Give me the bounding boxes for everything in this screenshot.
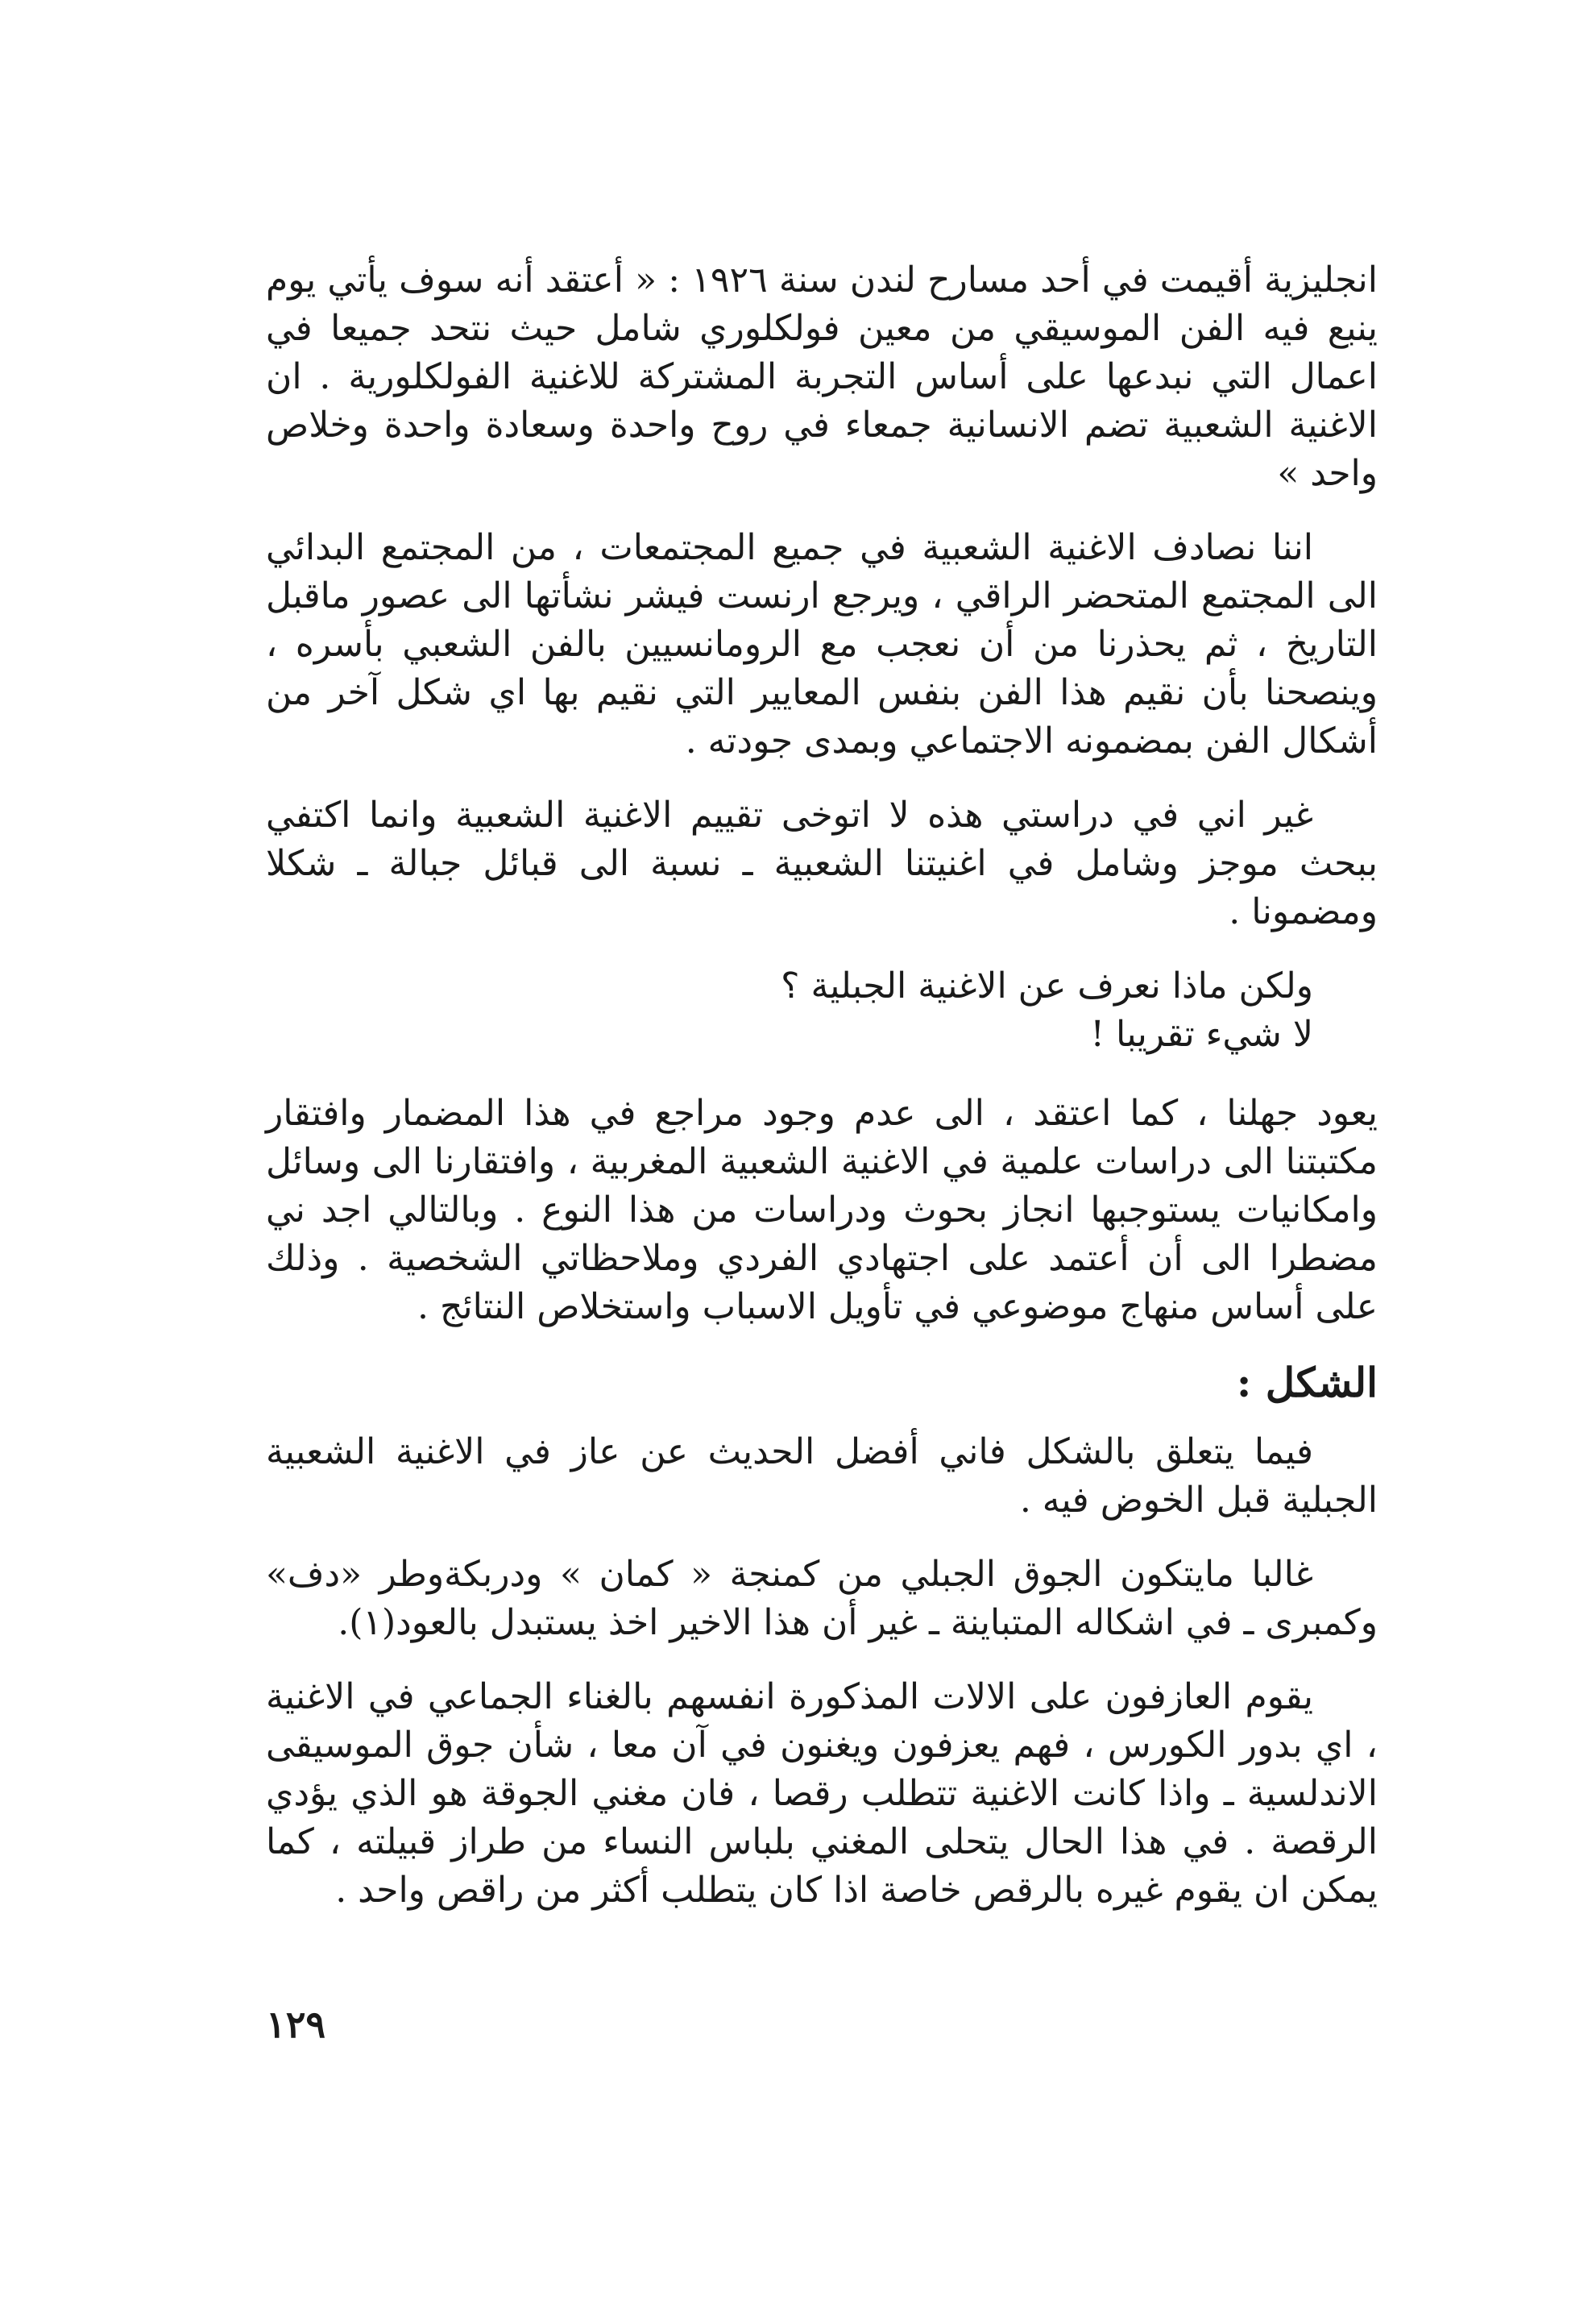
page-body <box>266 256 1378 1941</box>
paragraph-performers-dance: يقوم العازفون على الالات المذكورة انفسهم بالغناء الجماعي في الاغنية ، اي بدور الكورس ، فهم يعزفون ويغنون في آن معا ، شأن جوق الموسيقى الاندلسية ـ واذا كانت الاغنية تتطلب رقصا ، فان مغني الجوقة هو الذي يؤدي الرقصة . في هذا الحال يتحلى المغني بلباس النساء من طراز قبيلته ، كما يمكن ان يقوم غيره بالرقص خاصة اذا كان يتطلب أكثر من راقص واحد . <box>266 1676 1378 1911</box>
question-line: ولكن ماذا نعرف عن الاغنية الجبلية ؟ <box>781 965 1313 1007</box>
paragraph-intro-quote: انجليزية أقيمت في أحد مسارح لندن سنة ١٩٢٦ : « أعتقد أنه سوف يأتي يوم ينبع فيه الفن الموسيقي من معين فولكلوري شامل حيث نتحد جميعا في اعمال التي نبدعها على أساس التجربة المشتركة للاغنية الفولكلورية . ان الاغنية الشعبية تضم الانسانية جمعاء في روح واحدة وسعادة واحدة وخلاص واحد » <box>266 259 1378 494</box>
question-block <box>266 962 1378 1059</box>
page-number: ١٢٩ <box>266 2003 326 2046</box>
paragraph-form-intro: فيما يتعلق بالشكل فاني أفضل الحديث عن عاز في الاغنية الشعبية الجبلية قبل الخوض فيه . <box>266 1431 1378 1521</box>
paragraph-ensemble-instruments: غالبا مايتكون الجوق الجبلي من كمنجة « كمان » ودربكةوطر «دف» وكمبرى ـ في اشكاله المتباينة ـ غير أن هذا الاخير اخذ يستبدل بالعود(١). <box>266 1554 1378 1643</box>
paragraph-ignorance-reasons: يعود جهلنا ، كما اعتقد ، الى عدم وجود مراجع في هذا المضمار وافتقار مكتبتنا الى دراسات علمية في الاغنية الشعبية المغربية ، وافتقارنا الى وسائل وامكانيات يستوجبها انجاز بحوث ودراسات من هذا النوع . وبالتالي اجد ني مضطرا الى أن أعتمد على اجتهادي الفردي وملاحظاتي الشخصية . وذلك على أساس منهاج موضوعي في تأويل الاسباب واستخلاص النتائج . <box>266 1093 1378 1327</box>
answer-line: لا شيء تقريبا ! <box>1090 1014 1313 1055</box>
paragraph-study-scope: غير اني في دراستي هذه لا اتوخى تقييم الاغنية الشعبية وانما اكتفي ببحث موجز وشامل في اغنيتنا الشعبية ـ نسبة الى قبائل جبالة ـ شكلا ومضمونا . <box>266 795 1378 932</box>
section-heading: الشكل : <box>1236 1359 1378 1406</box>
paragraph-folk-song-societies: اننا نصادف الاغنية الشعبية في جميع المجتمعات ، من المجتمع البدائي الى المجتمع المتحضر الراقي ، ويرجع ارنست فيشر نشأتها الى عصور ماقبل التاريخ ، ثم يحذرنا من أن نعجب مع الرومانسيين بالفن الشعبي بأسره ، وينصحنا بأن نقيم هذا الفن بنفس المعايير التي نقيم بها اي شكل آخر من أشكال الفن بمضمونه الاجتماعي وبمدى جودته . <box>266 527 1378 762</box>
